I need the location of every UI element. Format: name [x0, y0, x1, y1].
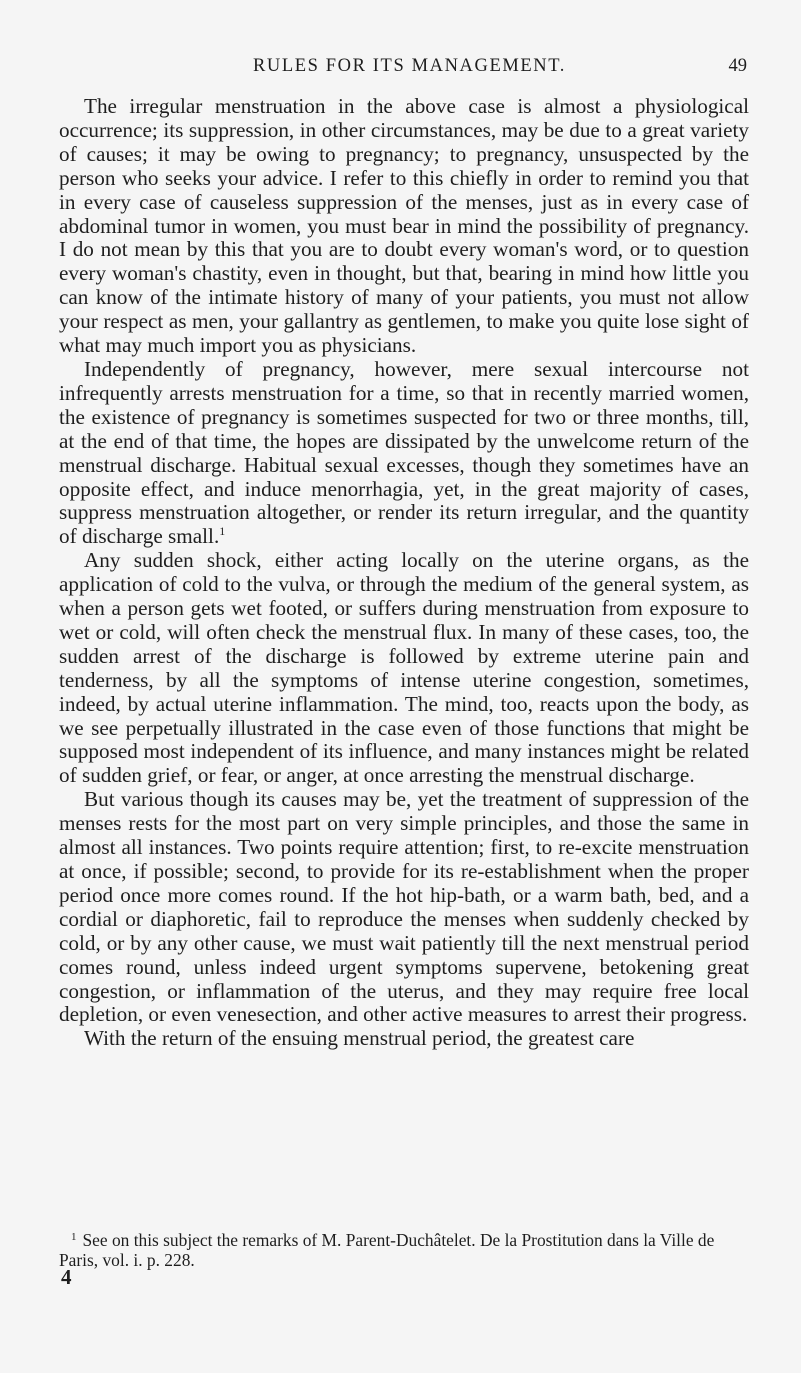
footnote-text: See on this subject the remarks of M. Parent-Duchâtelet. De la Prostitution dans la Ville de Paris, vol. i. p. 228. [59, 1230, 715, 1270]
paragraph [59, 95, 749, 358]
paragraph [59, 788, 749, 1027]
page-number: 49 [728, 56, 747, 76]
paragraph [59, 549, 749, 788]
body-text [59, 95, 749, 1051]
paragraph-text: But various though its causes may be, yet the treatment of suppression of the menses rests for the most part on very simple principles, and those the same in almost all instances. Two points require attention; first, to re-excite menstruation at once, if possible; second, to provide for its re-establishment when the proper period once more comes round. If the hot hip-bath, or a warm bath, bed, and a cordial or diaphoretic, fail to reproduce the menses when suddenly checked by cold, or by any other cause, we must wait patiently till the next menstrual period comes round, unless indeed urgent symptoms supervene, betokening great congestion, or inflammation of the uterus, and they may require free local depletion, or even venesection, and other active measures to arrest their progress. [59, 787, 749, 1027]
paragraph [59, 358, 749, 549]
signature-mark: 4 [61, 1265, 72, 1289]
paragraph-text: The irregular menstruation in the above case is almost a physiological occurrence; its suppression, in other circumstances, may be due to a great variety of causes; it may be owing to pregnancy; to pregnancy, unsuspected by the person who seeks your advice. I refer to this chiefly in order to remind you that in every case of causeless suppression of the menses, just as in every case of abdominal tumor in women, you must bear in mind the possibility of pregnancy. I do not mean by this that you are to doubt every woman's word, or to question every woman's chastity, even in thought, but that, bearing in mind how little you can know of the intimate history of many of your patients, you must not allow your respect as men, your gallantry as gentlemen, to make you quite lose sight of what may much import you as physicians. [59, 94, 749, 358]
paragraph-text: Independently of pregnancy, however, mere sexual intercourse not infrequently arrests menstruation for a time, so that in recently married women, the existence of pregnancy is sometimes suspected for two or three months, till, at the end of that time, the hopes are dissipated by the unwelcome return of the menstrual discharge. Habitual sexual excesses, though they sometimes have an opposite effect, and induce menorrhagia, yet, in the great majority of cases, suppress menstruation altogether, or render its return irregular, and the quantity of discharge small. [59, 356, 749, 549]
paragraph-text: Any sudden shock, either acting locally on the uterine organs, as the application of cold to the vulva, or through the medium of the general system, as when a person gets wet footed, or suffers during menstruation from exposure to wet or cold, will often check the menstrual flux. In many of these cases, too, the sudden arrest of the discharge is followed by extreme uterine pain and tenderness, by all the symptoms of intense uterine congestion, sometimes, indeed, by actual uterine inflammation. The mind, too, reacts upon the body, as we see perpetually illustrated in the case even of those functions that might be supposed most independent of its influence, and many instances might be related of sudden grief, or fear, or anger, at once arresting the menstrual discharge. [59, 548, 749, 788]
running-title: RULES FOR ITS MANAGEMENT. [252, 56, 567, 76]
footnote-mark: 1 [71, 1231, 77, 1243]
paragraph-text: With the return of the ensuing menstrual period, the greatest care [84, 1026, 635, 1051]
running-head [72, 56, 747, 80]
footnote [59, 1227, 749, 1270]
footnote-reference[interactable]: 1 [219, 524, 226, 539]
paragraph [59, 1027, 749, 1051]
